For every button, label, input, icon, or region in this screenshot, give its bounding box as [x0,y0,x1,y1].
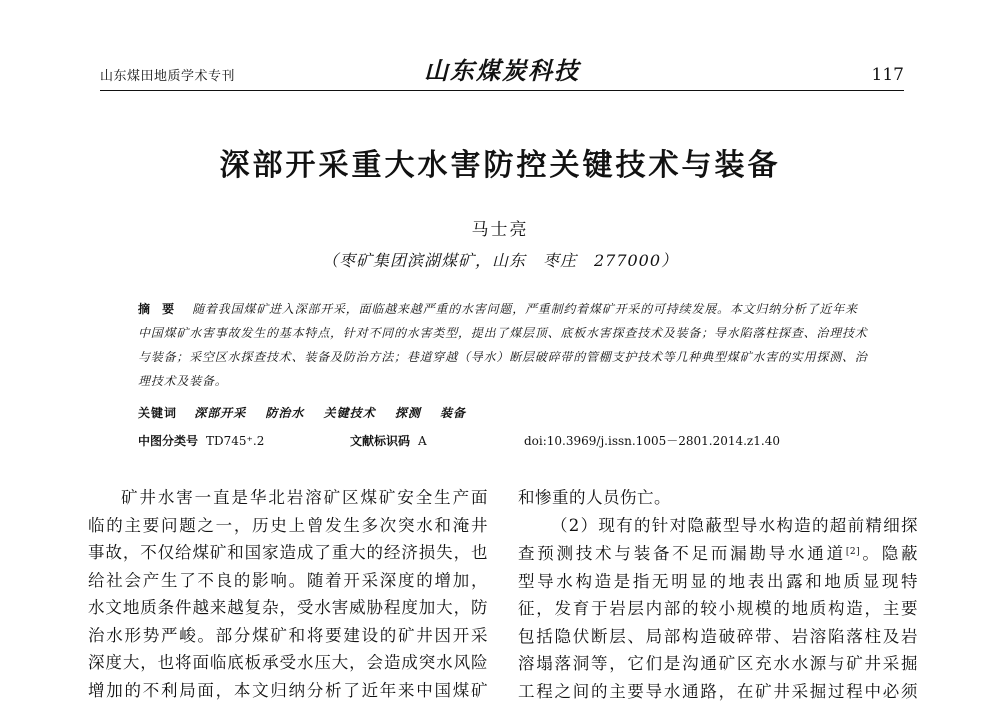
keywords-line [138,404,480,421]
abstract-text: 随着我国煤矿进入深部开采，面临越来越严重的水害问题，严重制约着煤矿开采的可持续发展。本文归纳分析了近年来中国煤矿水害事故发生的基本特点，针对不同的水害类型，提出了煤层顶、底板水害探查技术及装备；导水陷落柱探查、治理技术与装备；采空区水探查技术、装备及防治方法；巷道穿越（导水）断层破碎带的管棚支护技术等几种典型煤矿水害的实用探测、治理技术及装备。 [138,302,868,388]
keyword-item: 装备 [440,406,467,420]
abstract-label: 摘 要 [138,302,179,316]
classification-number [138,432,264,449]
body-text: 。隐蔽 [860,544,919,563]
body-text-line: 包括隐伏断层、局部构造破碎带、岩溶陷落柱及岩 [518,626,918,646]
keyword-item: 深部开采 [194,406,247,420]
author-name: 马士亮 [471,220,529,240]
keywords-label: 关键词 [138,406,178,420]
journal-series-label: 山东煤田地质学术专刊 [100,69,236,84]
keyword-item: 探测 [394,406,421,420]
document-code-value: A [418,434,427,448]
body-text-line: （2）现有的针对隐蔽型导水构造的超前精细探 [551,515,918,535]
classification-label: 中图分类号 [138,434,199,448]
article-meta [138,432,878,452]
body-text-line: 临的主要问题之一，历史上曾发生多次突水和淹井 [88,515,488,535]
doi: doi:10.3969/j.issn.1005－2801.2014.z1.40 [524,434,780,448]
document-code-label: 文献标识码 [350,434,411,448]
abstract [138,297,868,393]
body-text-line: 征，发育于岩层内部的较小规模的地质构造，主要 [518,599,918,618]
body-left-column [88,484,488,704]
body-text-line-with-citation [518,539,918,568]
body-text-line: 溶塌落洞等，它们是沟通矿区充水水源与矿井采掘 [518,654,918,673]
citation-ref: [2] [845,547,861,557]
body-text-line: 水文地质条件越来越复杂，受水害威胁程度加大，防 [88,598,488,617]
page-number: 117 [871,65,904,85]
body-text-line: 工程之间的主要导水通路，在矿井采掘过程中必须 [518,681,918,701]
body-text-line: 型导水构造是指无明显的地表出露和地质显现特 [518,571,918,591]
article-title: 深部开采重大水害防控关键技术与装备 [219,148,781,183]
body-text-line: 和惨重的人员伤亡。 [518,488,671,507]
body-text-line: 深度大，也将面临底板承受水压大，会造成突水风险 [88,653,488,672]
page-header [100,52,904,91]
body-text-line: 治水形势严峻。部分煤矿和将要建设的矿井因开采 [88,625,488,645]
body-text-line: 事故，不仅给煤矿和国家造成了重大的经济损失，也 [88,543,488,562]
keyword-item: 关键技术 [323,406,376,420]
body-text-line: 矿井水害一直是华北岩溶矿区煤矿安全生产面 [121,488,488,507]
document-code [350,432,427,449]
author-affiliation: （枣矿集团滨湖煤矿，山东 枣庄 277000） [321,251,679,270]
journal-logo-title: 山东煤炭科技 [424,56,580,85]
body-right-column [518,484,918,705]
classification-value: TD745⁺.2 [206,434,265,448]
body-text: 查预测技术与装备不足而漏勘导水通道 [518,544,846,563]
body-text-line: 给社会产生了不良的影响。随着开采深度的增加， [88,570,488,590]
keyword-item: 防治水 [265,406,305,420]
body-text-line: 增加的不利局面，本文归纳分析了近年来中国煤矿 [88,680,488,700]
